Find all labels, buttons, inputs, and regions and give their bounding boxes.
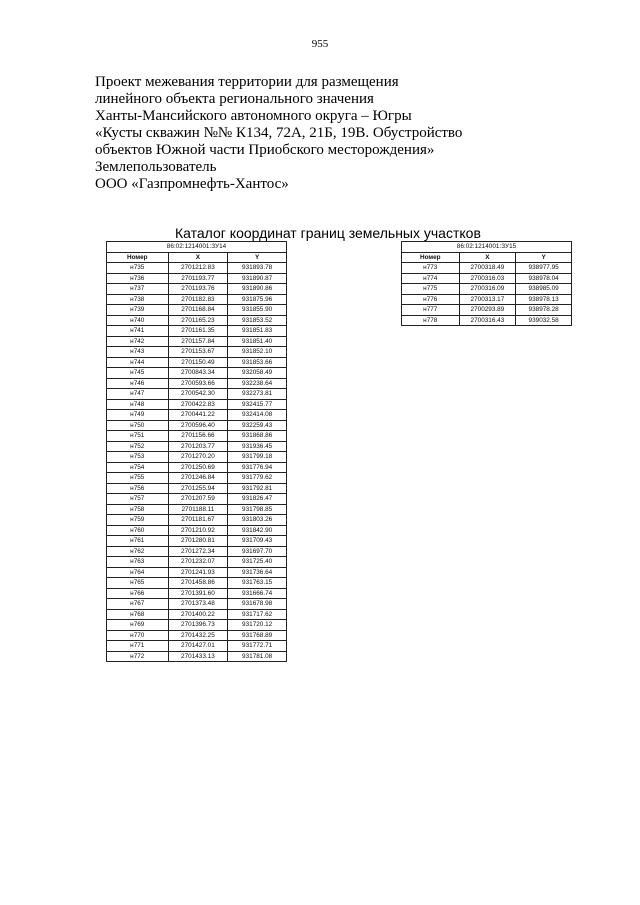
point-number-cell: н743 — [107, 347, 169, 358]
table-row — [107, 557, 287, 568]
x-coordinate-cell: 2700542.30 — [168, 389, 228, 400]
point-number-cell: н744 — [107, 357, 169, 368]
page-number: 955 — [311, 38, 329, 50]
table-row — [107, 273, 287, 284]
x-coordinate-cell: 2700441.22 — [168, 410, 228, 421]
y-coordinate-cell: 931736.64 — [228, 567, 287, 578]
point-number-cell: н761 — [107, 536, 169, 547]
table-row — [107, 630, 287, 641]
y-coordinate-cell: 931798.85 — [228, 504, 287, 515]
table-row — [107, 315, 287, 326]
point-number-cell: н752 — [107, 441, 169, 452]
y-coordinate-cell: 931725.40 — [228, 557, 287, 568]
x-coordinate-cell: 2700596.40 — [168, 420, 228, 431]
point-number-cell: н778 — [402, 315, 460, 326]
table-row — [107, 620, 287, 631]
y-coordinate-cell: 938985.09 — [516, 284, 572, 295]
table-row — [402, 294, 572, 305]
table-row — [402, 263, 572, 274]
point-number-cell: н751 — [107, 431, 169, 442]
table-row — [107, 588, 287, 599]
point-number-cell: н772 — [107, 651, 169, 662]
table-row — [107, 609, 287, 620]
table-row — [107, 431, 287, 442]
x-coordinate-cell: 2701396.73 — [168, 620, 228, 631]
column-header-x: X — [459, 252, 516, 263]
x-coordinate-cell: 2701182.83 — [168, 294, 228, 305]
column-header-y: Y — [516, 252, 572, 263]
table-row — [402, 284, 572, 295]
table-row — [107, 462, 287, 473]
table-row — [107, 378, 287, 389]
y-coordinate-cell: 932259.43 — [228, 420, 287, 431]
x-coordinate-cell: 2701432.25 — [168, 630, 228, 641]
y-coordinate-cell: 931853.66 — [228, 357, 287, 368]
point-number-cell: н748 — [107, 399, 169, 410]
y-coordinate-cell: 931709.43 — [228, 536, 287, 547]
table-row — [107, 336, 287, 347]
catalog-title: Каталог координат границ земельных участков — [175, 225, 481, 241]
point-number-cell: н767 — [107, 599, 169, 610]
x-coordinate-cell: 2701168.84 — [168, 305, 228, 316]
x-coordinate-cell: 2701250.69 — [168, 462, 228, 473]
point-number-cell: н766 — [107, 588, 169, 599]
column-header-y: Y — [228, 252, 287, 263]
x-coordinate-cell: 2701246.84 — [168, 473, 228, 484]
table-row — [107, 483, 287, 494]
x-coordinate-cell: 2701193.77 — [168, 273, 228, 284]
point-number-cell: н740 — [107, 315, 169, 326]
y-coordinate-cell: 931678.98 — [228, 599, 287, 610]
x-coordinate-cell: 2700422.83 — [168, 399, 228, 410]
y-coordinate-cell: 931792.81 — [228, 483, 287, 494]
y-coordinate-cell: 931851.83 — [228, 326, 287, 337]
point-number-cell: н760 — [107, 525, 169, 536]
y-coordinate-cell: 931842.90 — [228, 525, 287, 536]
y-coordinate-cell: 931799.18 — [228, 452, 287, 463]
y-coordinate-cell: 931779.62 — [228, 473, 287, 484]
column-header-number: Номер — [107, 252, 169, 263]
point-number-cell: н771 — [107, 641, 169, 652]
point-number-cell: н746 — [107, 378, 169, 389]
table-row — [107, 441, 287, 452]
x-coordinate-cell: 2701373.48 — [168, 599, 228, 610]
x-coordinate-cell: 2701150.49 — [168, 357, 228, 368]
x-coordinate-cell: 2700316.09 — [459, 284, 516, 295]
x-coordinate-cell: 2701241.93 — [168, 567, 228, 578]
x-coordinate-cell: 2701210.92 — [168, 525, 228, 536]
x-coordinate-cell: 2701165.23 — [168, 315, 228, 326]
point-number-cell: н736 — [107, 273, 169, 284]
x-coordinate-cell: 2701391.60 — [168, 588, 228, 599]
point-number-cell: н739 — [107, 305, 169, 316]
plot-id-header: 86:02:1214001:ЗУ15 — [402, 242, 572, 253]
table-row — [107, 420, 287, 431]
x-coordinate-cell: 2700593.66 — [168, 378, 228, 389]
point-number-cell: н759 — [107, 515, 169, 526]
point-number-cell: н777 — [402, 305, 460, 316]
x-coordinate-cell: 2700318.49 — [459, 263, 516, 274]
x-coordinate-cell: 2701157.84 — [168, 336, 228, 347]
y-coordinate-cell: 932414.08 — [228, 410, 287, 421]
point-number-cell: н742 — [107, 336, 169, 347]
y-coordinate-cell: 932273.81 — [228, 389, 287, 400]
header-line: ООО «Газпромнефть-Хантос» — [95, 176, 289, 192]
table-row — [107, 357, 287, 368]
x-coordinate-cell: 2701458.86 — [168, 578, 228, 589]
y-coordinate-cell: 931893.78 — [228, 263, 287, 274]
point-number-cell: н770 — [107, 630, 169, 641]
point-number-cell: н775 — [402, 284, 460, 295]
table-row — [107, 326, 287, 337]
point-number-cell: н747 — [107, 389, 169, 400]
point-number-cell: н776 — [402, 294, 460, 305]
y-coordinate-cell: 938978.04 — [516, 273, 572, 284]
point-number-cell: н762 — [107, 546, 169, 557]
table-row — [107, 305, 287, 316]
x-coordinate-cell: 2701193.76 — [168, 284, 228, 295]
x-coordinate-cell: 2700316.03 — [459, 273, 516, 284]
table-row — [107, 504, 287, 515]
point-number-cell: н735 — [107, 263, 169, 274]
point-number-cell: н758 — [107, 504, 169, 515]
table-row — [107, 599, 287, 610]
table-row — [107, 546, 287, 557]
header-line: Ханты-Мансийского автономного округа – Югры — [95, 108, 412, 124]
point-number-cell: н737 — [107, 284, 169, 295]
header-line: Землепользователь — [95, 159, 217, 175]
table-row — [402, 315, 572, 326]
table-row — [107, 641, 287, 652]
point-number-cell: н774 — [402, 273, 460, 284]
table-row — [107, 567, 287, 578]
y-coordinate-cell: 931717.62 — [228, 609, 287, 620]
plot-id-header: 86:02:1214001:ЗУ14 — [107, 242, 287, 253]
point-number-cell: н738 — [107, 294, 169, 305]
x-coordinate-cell: 2700293.89 — [459, 305, 516, 316]
x-coordinate-cell: 2701270.20 — [168, 452, 228, 463]
table-row — [107, 651, 287, 662]
table-row — [107, 347, 287, 358]
y-coordinate-cell: 931666.74 — [228, 588, 287, 599]
table-row — [107, 452, 287, 463]
x-coordinate-cell: 2701188.11 — [168, 504, 228, 515]
x-coordinate-cell: 2701153.67 — [168, 347, 228, 358]
header-line: Проект межевания территории для размещения — [95, 74, 399, 90]
point-number-cell: н755 — [107, 473, 169, 484]
x-coordinate-cell: 2701427.01 — [168, 641, 228, 652]
y-coordinate-cell: 931803.26 — [228, 515, 287, 526]
y-coordinate-cell: 931852.10 — [228, 347, 287, 358]
column-header-x: X — [168, 252, 228, 263]
table-row — [107, 536, 287, 547]
table-row — [107, 389, 287, 400]
x-coordinate-cell: 2700313.17 — [459, 294, 516, 305]
table-row — [107, 515, 287, 526]
y-coordinate-cell: 931868.86 — [228, 431, 287, 442]
point-number-cell: н753 — [107, 452, 169, 463]
point-number-cell: н763 — [107, 557, 169, 568]
y-coordinate-cell: 931855.90 — [228, 305, 287, 316]
point-number-cell: н749 — [107, 410, 169, 421]
y-coordinate-cell: 931875.96 — [228, 294, 287, 305]
y-coordinate-cell: 938977.95 — [516, 263, 572, 274]
x-coordinate-cell: 2701280.81 — [168, 536, 228, 547]
table-row — [402, 305, 572, 316]
coordinate-table-zu15 — [401, 241, 572, 326]
y-coordinate-cell: 931781.08 — [228, 651, 287, 662]
point-number-cell: н773 — [402, 263, 460, 274]
x-coordinate-cell: 2701203.77 — [168, 441, 228, 452]
table-row — [107, 525, 287, 536]
y-coordinate-cell: 931720.12 — [228, 620, 287, 631]
y-coordinate-cell: 931772.71 — [228, 641, 287, 652]
point-number-cell: н764 — [107, 567, 169, 578]
point-number-cell: н769 — [107, 620, 169, 631]
x-coordinate-cell: 2701156.66 — [168, 431, 228, 442]
y-coordinate-cell: 931890.87 — [228, 273, 287, 284]
x-coordinate-cell: 2700843.34 — [168, 368, 228, 379]
x-coordinate-cell: 2701161.35 — [168, 326, 228, 337]
y-coordinate-cell: 932415.77 — [228, 399, 287, 410]
y-coordinate-cell: 931890.86 — [228, 284, 287, 295]
document-header — [95, 74, 515, 193]
y-coordinate-cell: 931936.45 — [228, 441, 287, 452]
table-row — [107, 368, 287, 379]
table-row — [107, 578, 287, 589]
x-coordinate-cell: 2701272.34 — [168, 546, 228, 557]
y-coordinate-cell: 939032.58 — [516, 315, 572, 326]
x-coordinate-cell: 2701433.13 — [168, 651, 228, 662]
header-line: линейного объекта регионального значения — [95, 91, 374, 107]
table-row — [107, 284, 287, 295]
point-number-cell: н756 — [107, 483, 169, 494]
x-coordinate-cell: 2701400.22 — [168, 609, 228, 620]
header-line: объектов Южной части Приобского месторождения» — [95, 142, 435, 158]
table-row — [107, 410, 287, 421]
point-number-cell: н765 — [107, 578, 169, 589]
x-coordinate-cell: 2701207.59 — [168, 494, 228, 505]
x-coordinate-cell: 2701212.83 — [168, 263, 228, 274]
y-coordinate-cell: 931768.89 — [228, 630, 287, 641]
y-coordinate-cell: 932238.64 — [228, 378, 287, 389]
table-row — [107, 473, 287, 484]
x-coordinate-cell: 2701232.07 — [168, 557, 228, 568]
table-row — [107, 494, 287, 505]
column-header-number: Номер — [402, 252, 460, 263]
y-coordinate-cell: 938978.28 — [516, 305, 572, 316]
table-row — [107, 263, 287, 274]
y-coordinate-cell: 931851.40 — [228, 336, 287, 347]
y-coordinate-cell: 938978.13 — [516, 294, 572, 305]
y-coordinate-cell: 931776.94 — [228, 462, 287, 473]
table-row — [107, 294, 287, 305]
x-coordinate-cell: 2700316.43 — [459, 315, 516, 326]
point-number-cell: н754 — [107, 462, 169, 473]
table-row — [107, 399, 287, 410]
y-coordinate-cell: 931697.70 — [228, 546, 287, 557]
coordinate-table-zu14 — [106, 241, 287, 662]
point-number-cell: н757 — [107, 494, 169, 505]
y-coordinate-cell: 932058.49 — [228, 368, 287, 379]
point-number-cell: н768 — [107, 609, 169, 620]
point-number-cell: н750 — [107, 420, 169, 431]
y-coordinate-cell: 931853.52 — [228, 315, 287, 326]
point-number-cell: н745 — [107, 368, 169, 379]
header-line: «Кусты скважин №№ К134, 72А, 21Б, 19В. Обустройство — [95, 125, 463, 141]
x-coordinate-cell: 2701181.67 — [168, 515, 228, 526]
x-coordinate-cell: 2701255.94 — [168, 483, 228, 494]
y-coordinate-cell: 931826.47 — [228, 494, 287, 505]
y-coordinate-cell: 931763.15 — [228, 578, 287, 589]
table-row — [402, 273, 572, 284]
point-number-cell: н741 — [107, 326, 169, 337]
